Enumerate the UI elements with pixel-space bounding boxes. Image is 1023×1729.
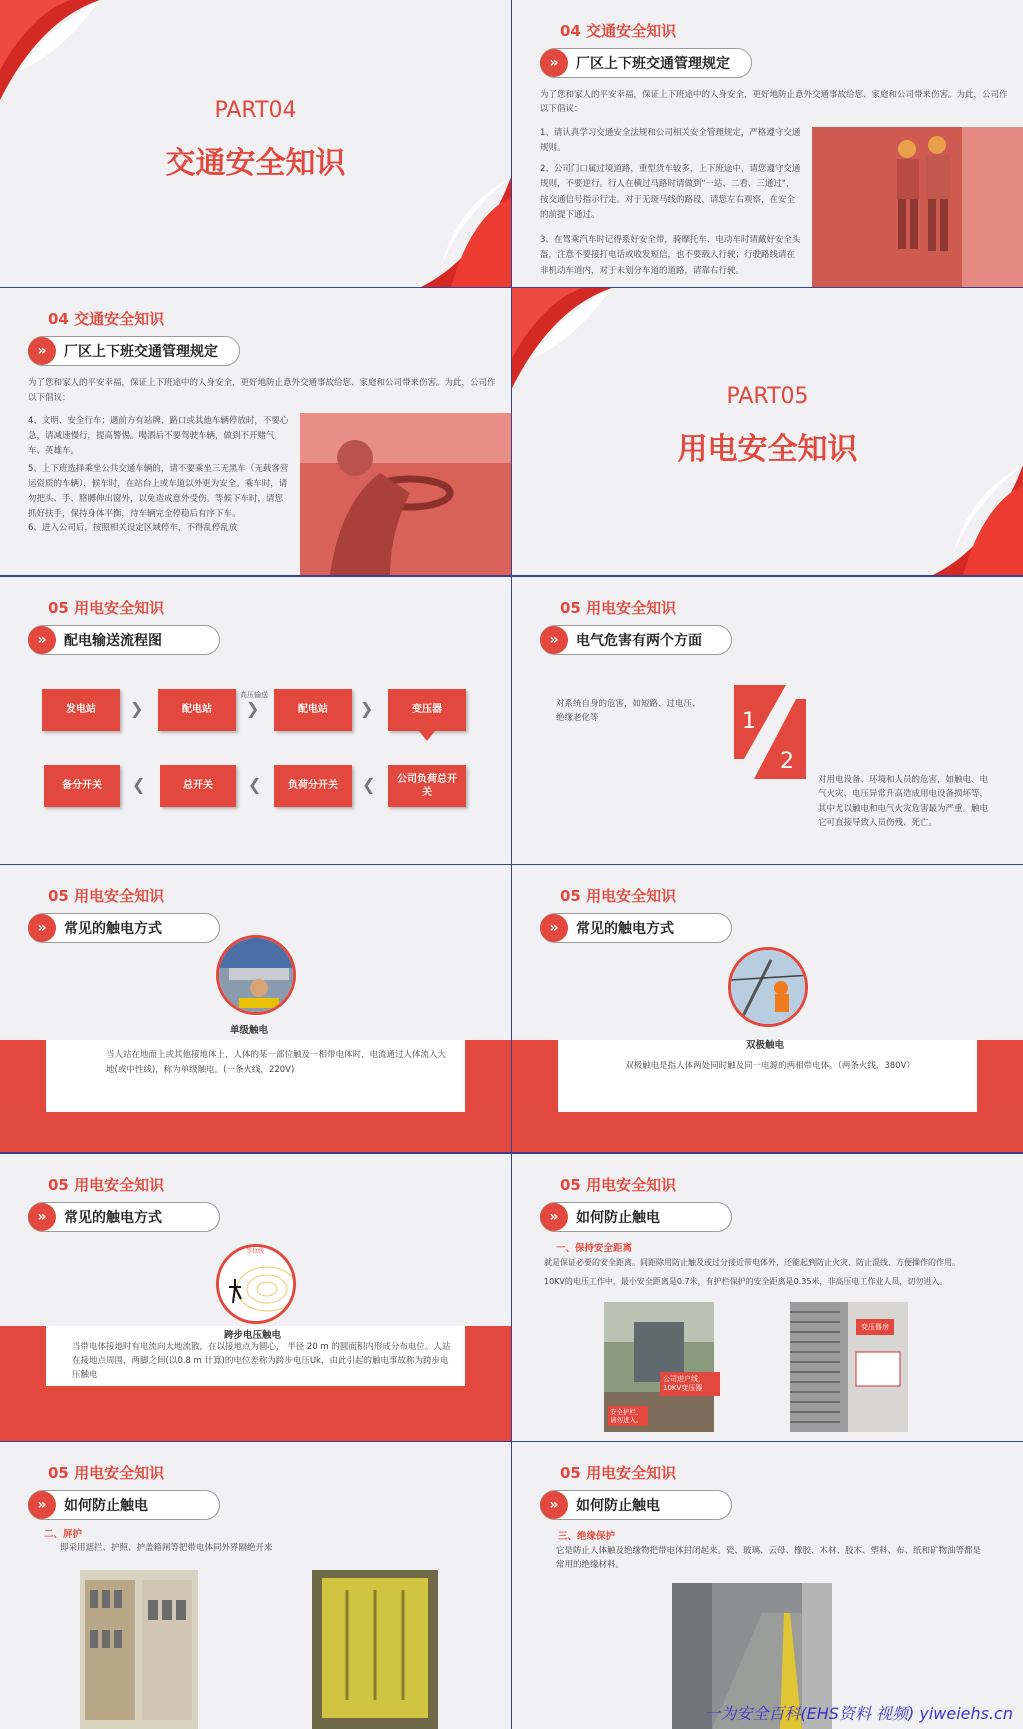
part-number: PART05: [726, 384, 809, 410]
section-title: 05 用电安全知识: [48, 1463, 165, 1482]
arrow-left-icon: ❮: [248, 774, 262, 794]
double-chevron-icon: »: [540, 1491, 568, 1519]
slide-double-pole-shock: [512, 865, 1023, 1152]
subtitle-pill: [28, 1202, 220, 1232]
double-chevron-icon: »: [540, 1203, 568, 1231]
subtitle-text: 厂区上下班交通管理规定: [64, 344, 218, 361]
double-chevron-icon: »: [28, 1491, 56, 1519]
shock-description: 当人站在地面上或其他接地体上，人体的某一部位触及一相带电体时，电流通过人体流入大地(或中性线)，称为单级触电。(一条火线，220V): [106, 1050, 447, 1075]
arrow-down-icon: [419, 731, 435, 741]
double-chevron-icon: »: [28, 914, 56, 942]
rule-item: 3、在驾乘汽车时记得系好安全带，骑摩托车、电动车时请戴好安全头盔，注意不要接打电话或收发短信，也不要载人行驶；行驶路线请在非机动车道内，对于未划分车道的道路，请靠右行驶。: [540, 235, 801, 276]
hazard-number-2: 2: [780, 748, 794, 774]
rule-item: 2、公司门口属过境道路，重型货车较多，上下班途中，请您遵守交通规则，不要逆行。行人在横过马路时请做到"一站、二看、三通过"，按交通信号指示行走。对于无斑马线的路段，请您左右观察，在安全的前提下通过。: [540, 164, 801, 220]
arrow-right-icon: ❯: [130, 698, 144, 718]
flow-note: 高压输送: [240, 690, 268, 699]
flow-box: 配电站: [274, 689, 352, 731]
image-caption: 单级触电: [230, 1025, 269, 1037]
insulation-text: 它是防止人体触及绝缘物把带电体封闭起来。瓷、玻璃、云母、橡胶、木材、胶木、塑料、布、纸和矿物油等都是常用的绝缘材料。: [556, 1545, 982, 1571]
subtitle-text: 厂区上下班交通管理规定: [576, 56, 730, 72]
double-chevron-icon: »: [540, 914, 568, 942]
slide-traffic-rules-1: [512, 0, 1023, 287]
slide-part04-cover: [0, 0, 511, 287]
slide-safe-distance: [512, 1154, 1023, 1441]
double-chevron-icon: »: [540, 49, 568, 77]
rule-item: 5、上下班选择乘坐公共交通车辆的，请不要乘坐三无黑车（无载客营运资质的车辆），候车时，在站台上或车道以外更为安全。乘车时，请勿把头、手、胳膊伸出窗外，以免造成意外受伤。等候下车时，请您抓好扶手，保持身体平衡，待车辆完全停稳后有序下车。: [28, 464, 289, 520]
subtitle-text: 常见的触电方式: [576, 921, 674, 938]
step-voltage-diagram: [216, 1244, 296, 1324]
hazard-number-1: 1: [742, 708, 756, 734]
section-title: 05 用电安全知识: [560, 1463, 677, 1482]
double-chevron-icon: »: [28, 1203, 56, 1231]
intro-text: 为了您和家人的平安幸福，保证上下班途中的人身安全，更好地防止意外交通事故给您、家庭和公司带来伤害。为此，公司作以下倡议：: [28, 378, 496, 403]
double-chevron-icon: »: [28, 626, 56, 654]
slide-traffic-rules-2: [0, 288, 511, 575]
slide-electric-hazards: [512, 577, 1023, 864]
arrow-left-icon: ❮: [362, 774, 376, 794]
slide-power-flow: [0, 577, 511, 864]
subtitle-pill: [28, 1490, 220, 1520]
distance-text-2: 10KV的电压工作中，最小安全距离是0.7米，有护栏保护的安全距离是0.35米，非高压电工作业人员，切勿进入。: [544, 1276, 948, 1286]
distance-text-1: 就是保证必要的安全距离。间距除用防止触及或过分接近带电体外，还能起到防止火灾、防止混线、方便操作的作用。: [544, 1257, 960, 1267]
section-title: 05 用电安全知识: [48, 1175, 165, 1194]
single-pole-photo: [216, 935, 296, 1015]
rule-item: 6、进入公司后，按照相关设定区域停车，不得乱停乱放: [28, 523, 238, 534]
section-heading: 三、绝缘保护: [558, 1530, 616, 1542]
flow-box: 备分开关: [44, 765, 120, 807]
subtitle-pill: [540, 625, 732, 655]
subtitle-pill: [540, 48, 752, 78]
driver-photo: [300, 413, 511, 575]
shock-description: 当带电体接地时有电流向大地流散，在以接地点为圆心， 半径 20 m 的圆面积内形成分布电位。人站在接地点周围，两脚之间(以0.8 m 计算)的电位差称为跨步电压Uk，由此引起的触电事故称为跨步电压触电: [72, 1341, 451, 1381]
flow-box: 总开关: [160, 765, 236, 807]
subtitle-pill: [540, 1202, 732, 1232]
section-heading: 二、屏护: [44, 1528, 83, 1540]
section-title: 05 用电安全知识: [48, 598, 165, 617]
page-curl-bottom-right: [933, 465, 1023, 575]
part-title: 用电安全知识: [677, 432, 858, 468]
photo-tag: 变压器房: [856, 1319, 894, 1335]
subtitle-pill: [28, 336, 240, 366]
subtitle-text: 配电输送流程图: [64, 632, 162, 649]
flow-box: 公司负荷总开关: [388, 765, 466, 807]
protective-cover-photo: [312, 1570, 438, 1729]
subtitle-pill: [28, 913, 220, 943]
hazard-text-1: 对系统自身的危害，如短路、过电压、绝缘老化等: [556, 698, 701, 724]
intro-text: 为了您和家人的平安幸福，保证上下班途中的人身安全，更好地防止意外交通事故给您、家庭和公司带来伤害。为此，公司作以下倡议：: [540, 90, 1008, 115]
photo-tag: 安全护栏，请勿进入。: [608, 1406, 648, 1427]
subtitle-text: 电气危害有两个方面: [576, 632, 702, 649]
shielding-text: 即采用遮拦、护照、护盖箱闸等把带电体同外界隔绝开来: [60, 1542, 273, 1553]
section-heading: 一、保持安全距离: [556, 1242, 633, 1254]
subtitle-text: 如何防止触电: [64, 1497, 148, 1514]
subtitle-text: 如何防止触电: [576, 1209, 660, 1226]
workers-photo: [812, 127, 1023, 287]
page-curl-top-left: [0, 0, 100, 100]
switchgear-photo: [80, 1570, 198, 1729]
rule-item: 4、文明、安全行车；遇前方有站牌、路口或其他车辆停放时，不要心急，请减速慢行，提高警惕。喝酒后不要驾驶车辆，做到不开赌气车、英雄车。: [28, 416, 289, 457]
subtitle-text: 常见的触电方式: [64, 921, 162, 938]
subtitle-pill: [540, 913, 732, 943]
flow-box: 变压器: [388, 689, 466, 731]
section-title: 04 交通安全知识: [560, 22, 677, 40]
section-title: 05 用电安全知识: [560, 887, 677, 906]
arrow-right-icon: ❯: [246, 698, 260, 718]
subtitle-text: 常见的触电方式: [64, 1209, 162, 1226]
subtitle-pill: [540, 1490, 732, 1520]
slide-step-voltage-shock: [0, 1154, 511, 1441]
page-curl-bottom-right: [421, 177, 511, 287]
rule-item: 1、请认真学习交通安全法规和公司相关安全管理规定，严格遵守交通规则。: [540, 128, 801, 154]
section-title: 05 用电安全知识: [48, 887, 165, 906]
slide-part05-cover: [512, 288, 1023, 575]
double-pole-photo: [728, 947, 808, 1027]
shock-description: 双极触电是指人体两处同时触及同一电源的两相带电体。（两条火线，380V）: [625, 1061, 915, 1072]
photo-tag: 公司进户线，10KV变压器: [660, 1372, 720, 1396]
double-chevron-icon: »: [540, 626, 568, 654]
double-chevron-icon: »: [28, 337, 56, 365]
flow-box: 配电站: [158, 689, 236, 731]
flow-box: 发电站: [42, 689, 120, 731]
subtitle-pill: [28, 625, 220, 655]
arrow-left-icon: ❮: [132, 774, 146, 794]
slide-insulation: [512, 1442, 1023, 1729]
hazard-text-2: 对用电设备、环境和人员的危害，如触电、电气火灾、电压异常升高造成用电设备损坏等，其中尤以触电和电气火灾危害最为严重。触电它可直接导致人员伤残、死亡。: [818, 774, 989, 829]
section-title: 05 用电安全知识: [560, 1175, 677, 1194]
part-title: 交通安全知识: [165, 146, 346, 181]
slide-shielding: [0, 1442, 511, 1729]
watermark-text: 一为安全百科(EHS资料 视频) yiweiehs.cn: [704, 1703, 1013, 1723]
hazard-number-graphic: [724, 677, 814, 787]
image-caption: 双极触电: [746, 1040, 785, 1052]
flow-box: 负荷分开关: [274, 765, 352, 807]
section-title: 04 交通安全知识: [48, 310, 165, 329]
section-title: 05 用电安全知识: [560, 598, 677, 617]
part-number: PART04: [214, 98, 297, 123]
page-curl-top-left: [512, 288, 612, 388]
diagram-label: 等位线: [246, 1247, 265, 1255]
arrow-right-icon: ❯: [360, 698, 374, 718]
subtitle-text: 如何防止触电: [576, 1497, 660, 1514]
image-caption: 跨步电压触电: [224, 1329, 282, 1341]
slide-single-pole-shock: [0, 865, 511, 1152]
